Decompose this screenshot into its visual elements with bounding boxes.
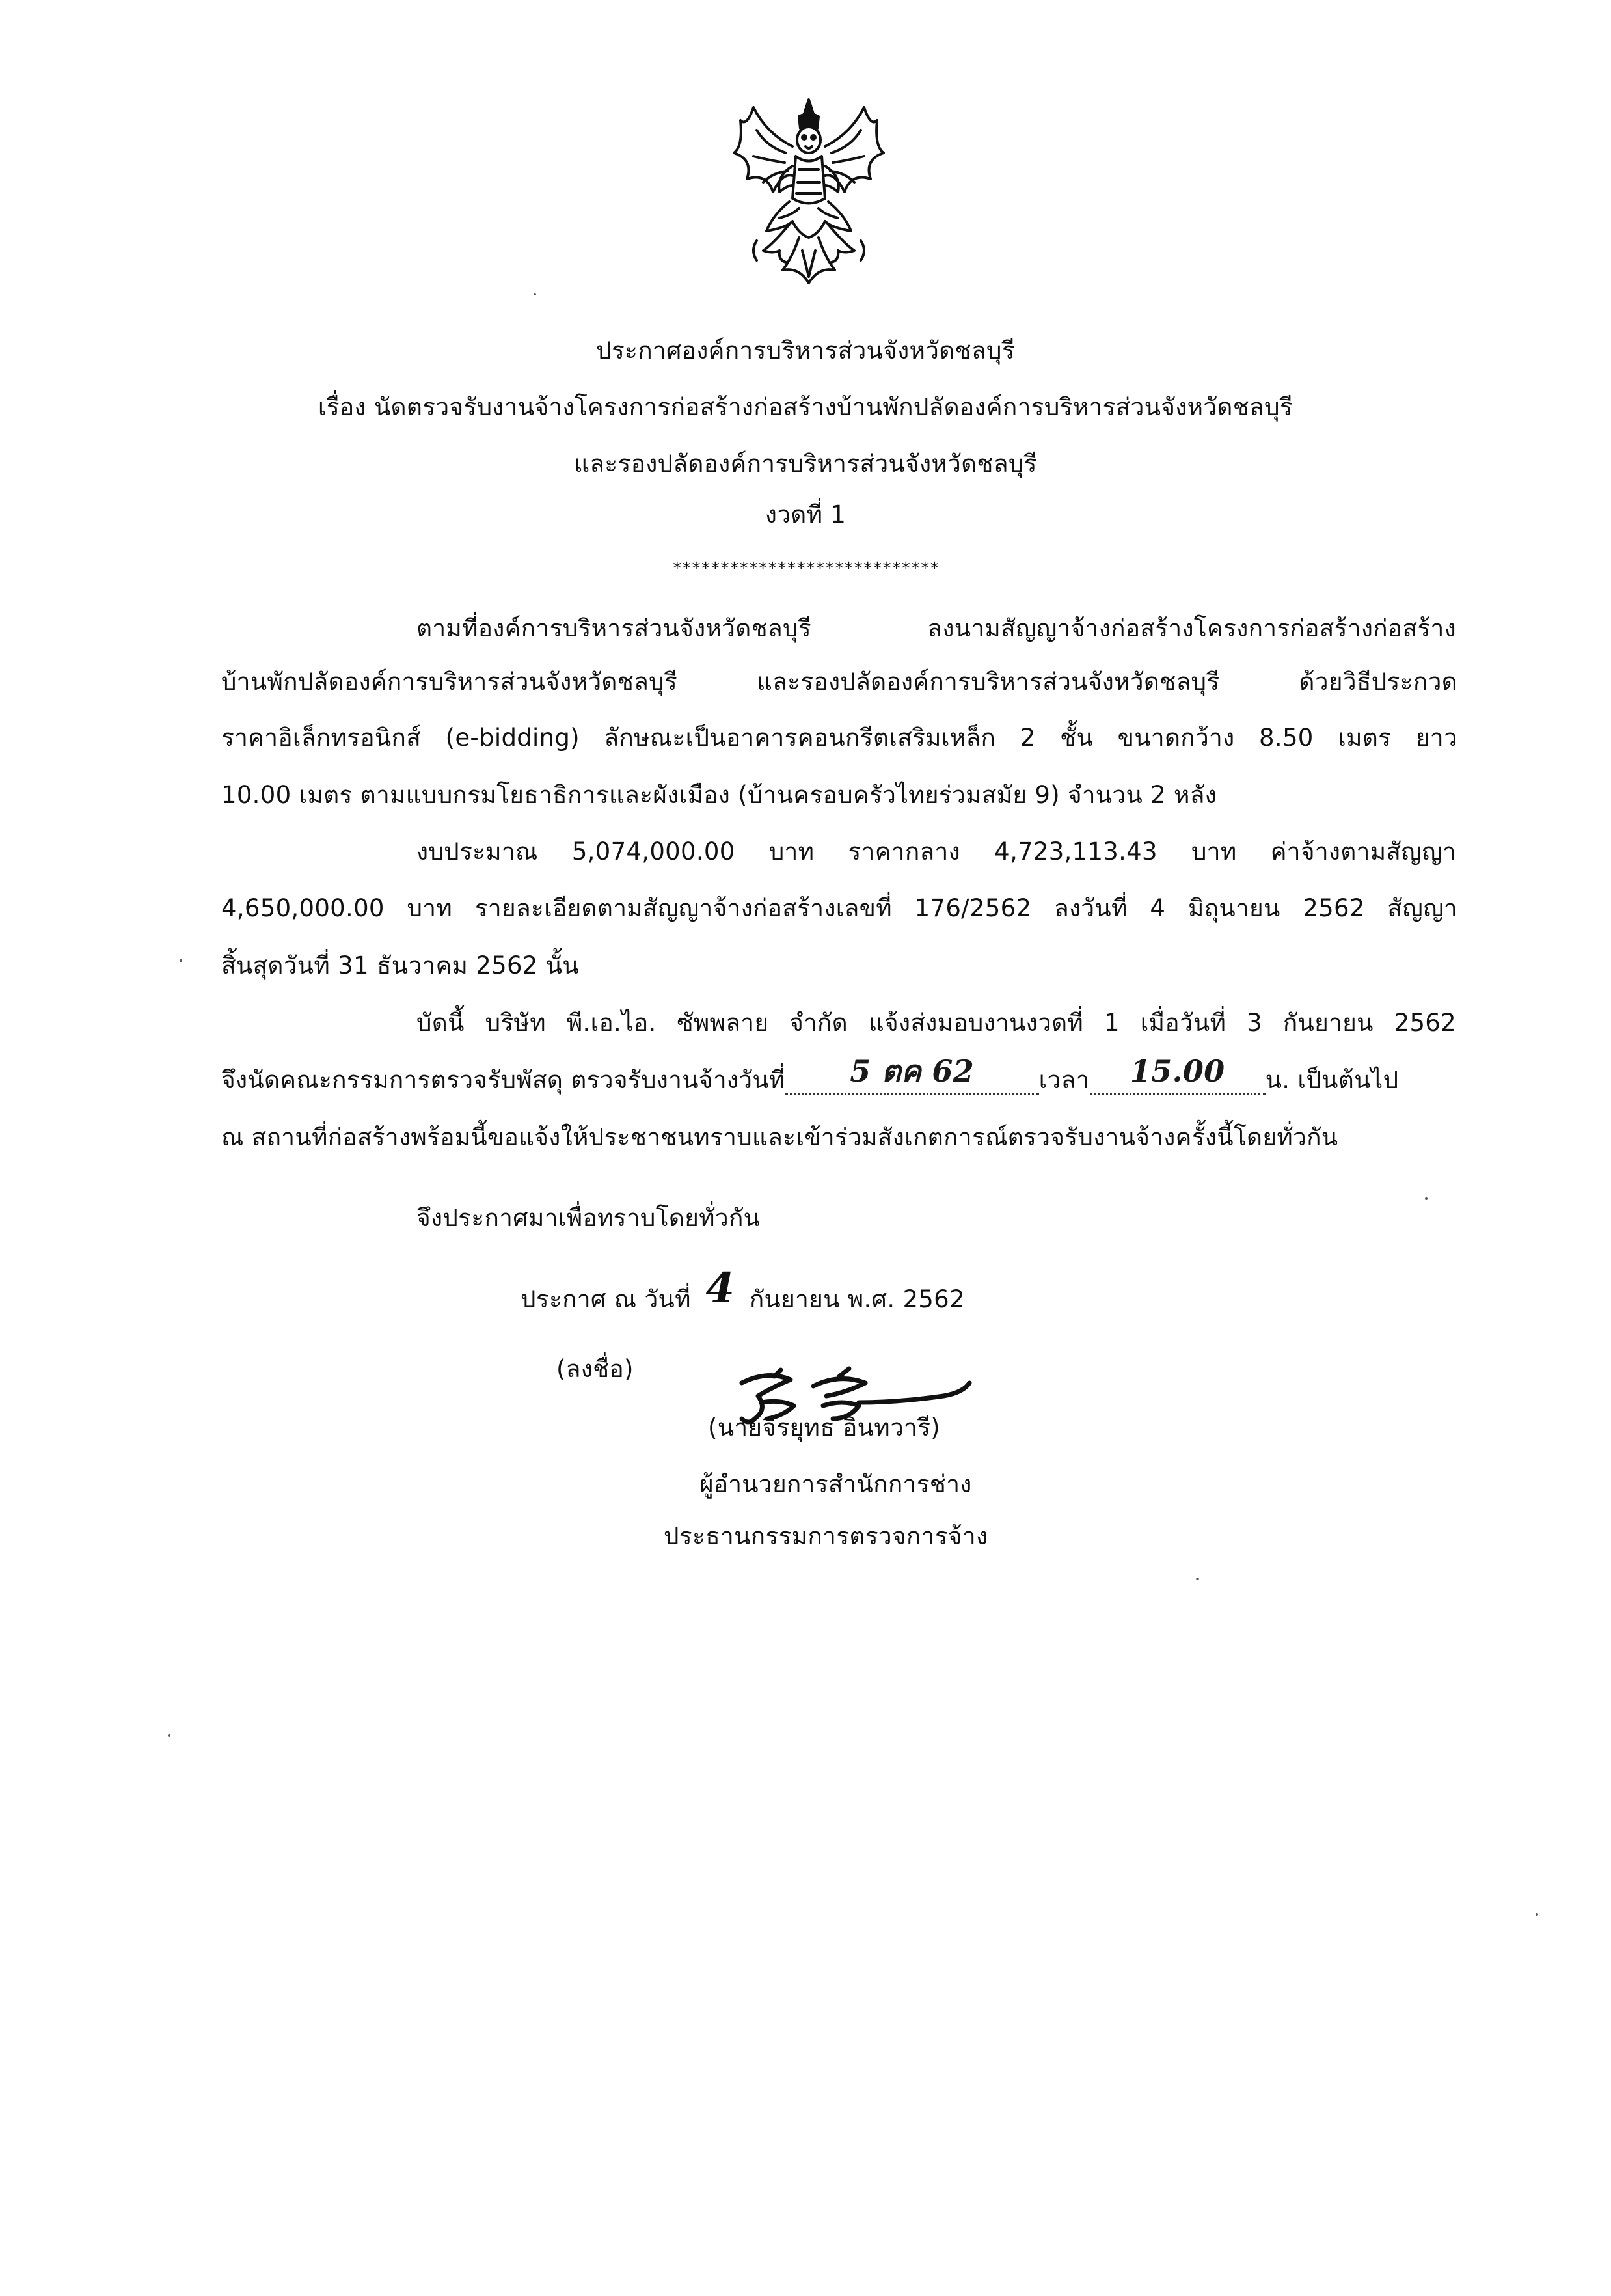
paragraph-3-line-3: ณ สถานที่ก่อสร้างพร้อมนี้ขอแจ้งให้ประชาชนทราบและเข้าร่วมสังเกตการณ์ตรวจรับงานจ้างครั้งนี้โดยทั่วกัน <box>221 1123 1338 1151</box>
paragraph-1-line-1: ตามที่องค์การบริหารส่วนจังหวัดชลบุรี ลงนามสัญญาจ้างก่อสร้างโครงการก่อสร้างก่อสร้าง <box>416 614 1456 642</box>
scan-speck <box>534 293 536 295</box>
installment-label: งวดที่ 1 <box>765 500 846 528</box>
paragraph-1-line-4: 10.00 เมตร ตามแบบกรมโยธาธิการและผังเมือง (บ้านครอบครัวไทยร่วมสมัย 9) จำนวน 2 หลัง <box>221 781 1217 809</box>
document-title: ประกาศองค์การบริหารส่วนจังหวัดชลบุรี <box>596 336 1015 364</box>
inspection-time-suffix: น. เป็นต้นไป <box>1265 1066 1399 1094</box>
inspection-time-label: เวลา <box>1038 1066 1090 1094</box>
garuda-emblem <box>727 94 890 290</box>
signatory-position: ผู้อำนวยการสำนักการช่าง <box>699 1470 972 1498</box>
scan-speck <box>1425 1197 1428 1200</box>
paragraph-2-line-3: สิ้นสุดวันที่ 31 ธันวาคม 2562 นั้น <box>221 951 579 979</box>
scan-speck <box>180 959 182 962</box>
announcement-date <box>521 1264 965 1317</box>
handwritten-date: 5 ตค 62 <box>850 1054 975 1089</box>
handwritten-time: 15.00 <box>1130 1054 1225 1089</box>
committee-position: ประธานกรรมการตรวจการจ้าง <box>664 1522 988 1550</box>
paragraph-1-line-3: ราคาอิเล็กทรอนิกส์ (e-bidding) ลักษณะเป็นอาคารคอนกรีตเสริมเหล็ก 2 ชั้น ขนาดกว้าง 8.50 เมตร ยาว <box>221 724 1457 752</box>
subject-line-2: และรองปลัดองค์การบริหารส่วนจังหวัดชลบุรี <box>574 450 1037 478</box>
signatory-name: (นายจิรยุทธ อินทวารี) <box>708 1414 941 1442</box>
signature-label: (ลงชื่อ) <box>556 1355 634 1383</box>
scan-speck <box>168 1734 170 1737</box>
inspection-date-label: จึงนัดคณะกรรมการตรวจรับพัสดุ ตรวจรับงานจ้างวันที่ <box>221 1066 785 1094</box>
paragraph-2-line-2: 4,650,000.00 บาท รายละเอียดตามสัญญาจ้างก่อสร้างเลขที่ 176/2562 ลงวันที่ 4 มิถุนายน 2562 สัญญา <box>221 894 1457 922</box>
separator: **************************** <box>671 559 940 579</box>
paragraph-3-line-1: บัดนี้ บริษัท พี.เอ.ไอ. ซัพพลาย จำกัด แจ้งส่งมอบงานงวดที่ 1 เมื่อวันที่ 3 กันยายน 2562 <box>416 1009 1456 1037</box>
scan-speck <box>1536 1913 1538 1916</box>
paragraph-2-line-1: งบประมาณ 5,074,000.00 บาท ราคากลาง 4,723,113.43 บาท ค่าจ้างตามสัญญา <box>416 838 1456 866</box>
paragraph-1-line-2: บ้านพักปลัดองค์การบริหารส่วนจังหวัดชลบุรี และรองปลัดองค์การบริหารส่วนจังหวัดชลบุรี ด้วยวิธีประกวด <box>221 668 1457 696</box>
announcement-suffix: กันยายน พ.ศ. 2562 <box>749 1285 965 1313</box>
scan-speck <box>1196 1578 1199 1580</box>
announcement-prefix: ประกาศ ณ วันที่ <box>521 1285 691 1313</box>
inspection-time-field <box>1090 1054 1266 1095</box>
paragraph-3-line-2 <box>221 1054 1399 1097</box>
handwritten-day: 4 <box>705 1264 735 1313</box>
subject-line-1: เรื่อง นัดตรวจรับงานจ้างโครงการก่อสร้างก่อสร้างบ้านพักปลัดองค์การบริหารส่วนจังหวัดชลบุรี <box>318 393 1293 421</box>
closing-statement: จึงประกาศมาเพื่อทราบโดยทั่วกัน <box>416 1204 761 1232</box>
inspection-date-field <box>785 1054 1039 1095</box>
